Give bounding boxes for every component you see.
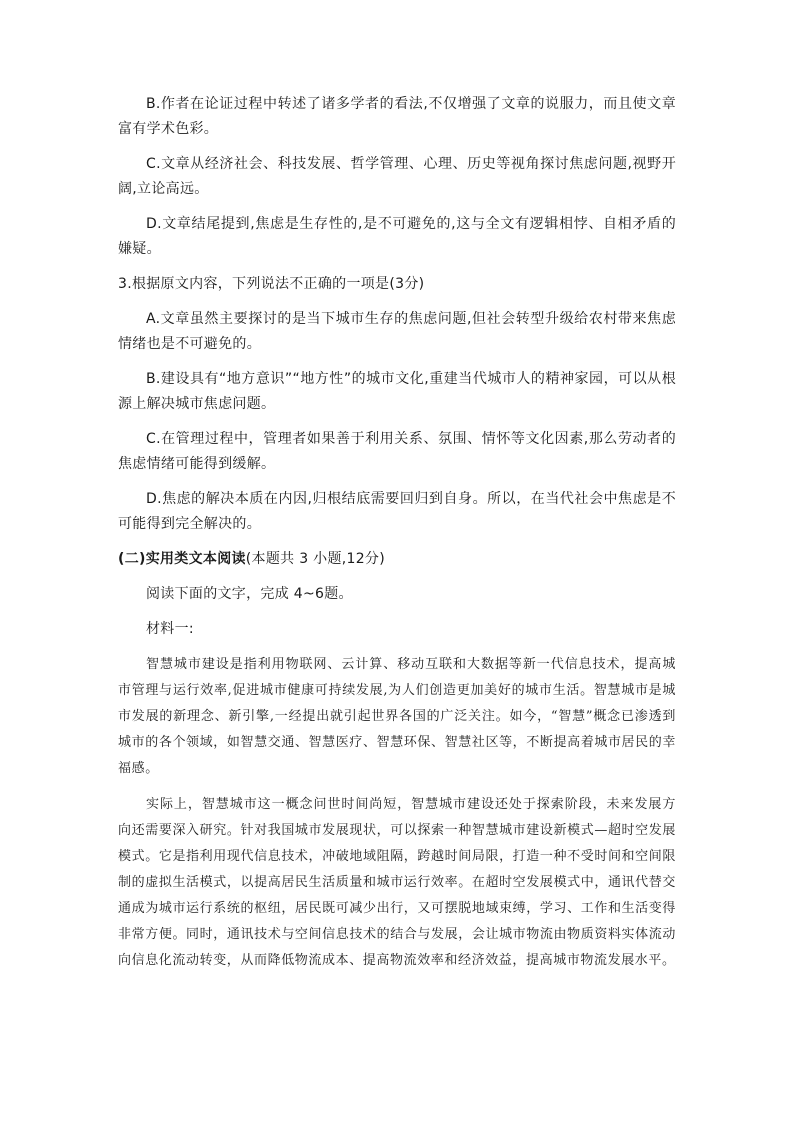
material-paragraph: 智慧城市建设是指利用物联网、云计算、移动互联和大数据等新一代信息技术，提高城市管理与运行效率,促进城市健康可持续发展,为人们创造更加美好的城市生活。智慧城市是城市发展的新理念、新引擎,一经提出就引起世界各国的广泛关注。如今，“智慧”概念已渗透到城市的各个领域，如智慧交通、智慧医疗、智慧环保、智慧社区等，不断提高着城市居民的幸福感。 bbox=[118, 657, 676, 776]
material-label: 材料一: bbox=[146, 621, 194, 637]
section-heading-title: (二)实用类文本阅读 bbox=[118, 551, 246, 567]
q2-option-b: B.作者在论证过程中转述了诸多学者的看法,不仅增强了文章的说服力，而且使文章富有学术色彩。 bbox=[118, 96, 676, 137]
q3-option-d: D.焦虑的解决本质在内因,归根结底需要回归到自身。所以，在当代社会中焦虑是不可能得到完全解决的。 bbox=[118, 491, 676, 532]
q3-option-a: A.文章虽然主要探讨的是当下城市生存的焦虑问题,但社会转型升级给农村带来焦虑情绪也是不可避免的。 bbox=[118, 311, 676, 352]
q3-option-b: B.建设具有“地方意识”“地方性”的城市文化,重建当代城市人的精神家园，可以从根源上解决城市焦虑问题。 bbox=[118, 371, 676, 412]
q2-option-c: C.文章从经济社会、科技发展、哲学管理、心理、历史等视角探讨焦虑问题,视野开阔,立论高远。 bbox=[118, 156, 676, 197]
q3-stem: 3.根据原文内容，下列说法不正确的一项是(3分) bbox=[118, 276, 425, 292]
q2-option-d: D.文章结尾提到,焦虑是生存性的,是不可避免的,这与全文有逻辑相悖、自相矛盾的嫌疑。 bbox=[118, 216, 676, 257]
section-heading bbox=[118, 547, 676, 572]
section-heading-note: (本题共 3 小题,12分) bbox=[245, 551, 385, 567]
section-instruction: 阅读下面的文字，完成 4~6题。 bbox=[146, 586, 353, 602]
q3-option-c: C.在管理过程中，管理者如果善于利用关系、氛围、情怀等文化因素,那么劳动者的焦虑情绪可能得到缓解。 bbox=[118, 431, 676, 472]
material-paragraph: 实际上，智慧城市这一概念问世时间尚短，智慧城市建设还处于探索阶段，未来发展方向还需要深入研究。针对我国城市发展现状，可以探索一种智慧城市建设新模式—超时空发展模式。它是指利用现代信息技术，冲破地域阻隔，跨越时间局限，打造一种不受时间和空间限制的虚拟生活模式，以提高居民生活质量和城市运行效率。在超时空发展模式中，通讯代替交通成为城市运行系统的枢纽，居民既可减少出行，又可摆脱地域束缚，学习、工作和生活变得非常方便。同时，通讯技术与空间信息技术的结合与发展，会让城市物流由物质资料实体流动向信息化流动转变，从而降低物流成本、提高物流效率和经济效益，提高城市物流发展水平。 bbox=[118, 797, 676, 968]
